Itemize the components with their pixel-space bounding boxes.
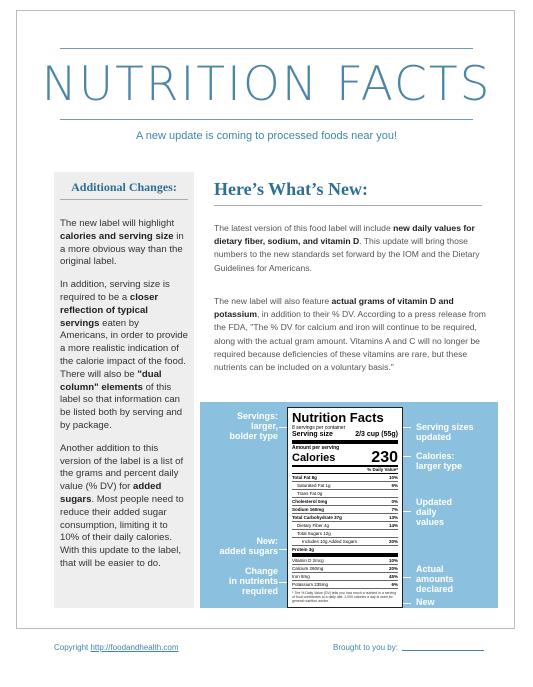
nutrient-row bbox=[292, 565, 398, 573]
nutrient-name: Saturated Fat 1g bbox=[297, 483, 331, 488]
annotation-footnote bbox=[416, 597, 496, 617]
label-title: Nutrition Facts bbox=[292, 410, 384, 425]
nutrient-row bbox=[292, 530, 398, 538]
annotation-line: declared bbox=[416, 584, 454, 594]
nutrient-row bbox=[292, 498, 398, 506]
additional-changes-sidebar bbox=[54, 172, 194, 608]
bold-run: closer reflection of typical servings bbox=[60, 291, 159, 329]
page-subtitle: A new update is coming to processed foods near you! bbox=[135, 130, 398, 142]
annotation-line: New: bbox=[256, 536, 278, 546]
annotation-line: bolder type bbox=[229, 431, 278, 441]
calories-label: Calories bbox=[292, 452, 336, 464]
sidebar-paragraph-2 bbox=[60, 279, 188, 433]
nutrient-dv: 5% bbox=[391, 483, 398, 488]
main-heading-rule bbox=[214, 205, 482, 206]
connector-serving-sizes bbox=[403, 427, 411, 428]
label-footnote: * The % Daily Value (DV) tells you how much a nutrient in a serving of food contributes to a daily diet. 2,000 calories a day is used for general nutrition advice. bbox=[292, 591, 397, 603]
sidebar-title: Additional Changes: bbox=[71, 180, 177, 194]
nutrient-row bbox=[292, 538, 398, 546]
annotation-line: amounts bbox=[416, 574, 454, 584]
text-run: Another addition to this version of the label is a list of the grams and percent daily value (% DV) for bbox=[60, 442, 184, 493]
connector-actual-amounts bbox=[403, 577, 411, 578]
connector-calories bbox=[403, 456, 411, 457]
servings-per-container: 8 servings per container bbox=[292, 425, 346, 431]
nutrient-rows bbox=[292, 474, 398, 589]
website-link[interactable]: http://foodandhealth.com bbox=[90, 643, 179, 652]
nutrient-name: Total Sugars 12g bbox=[297, 531, 331, 536]
connector-added-sugars bbox=[279, 549, 287, 550]
nutrient-name: Sodium 160mg bbox=[292, 507, 325, 512]
text-run: The new label will also feature bbox=[214, 296, 332, 306]
annotation-line: Updated bbox=[416, 497, 452, 507]
annotation-line: larger, bbox=[250, 421, 278, 431]
nutrient-row bbox=[292, 490, 398, 498]
footer-brought-to-you bbox=[333, 643, 484, 652]
nutrient-dv: 45% bbox=[388, 574, 398, 579]
annotation-servings bbox=[212, 411, 278, 441]
nutrient-name: Trans Fat 0g bbox=[297, 491, 323, 496]
annotation-line: in nutrients bbox=[229, 576, 278, 586]
nutrient-dv: 6% bbox=[391, 582, 398, 587]
amount-per-serving: Amount per serving bbox=[292, 445, 340, 451]
annotation-line: values bbox=[416, 517, 445, 527]
annotation-line: required bbox=[241, 586, 278, 596]
sidebar-paragraph-1 bbox=[60, 218, 188, 269]
nutrient-name: Total Fat 8g bbox=[292, 475, 317, 480]
serving-size-row bbox=[292, 431, 398, 444]
calories-row bbox=[292, 451, 398, 467]
connector-daily-values bbox=[403, 511, 411, 512]
annotation-line: Calories: bbox=[416, 451, 455, 461]
nutrient-dv: 7% bbox=[391, 507, 398, 512]
nutrient-name: Dietary Fiber 4g bbox=[297, 523, 330, 528]
annotation-line: footnote bbox=[416, 607, 452, 617]
bold-run: new daily values for dietary fiber, sodium, and vitamin D bbox=[214, 223, 475, 247]
annotation-added-sugars bbox=[206, 536, 278, 556]
nutrient-name: Cholesterol 0mg bbox=[292, 499, 328, 504]
annotation-line: updated bbox=[416, 432, 451, 442]
sidebar-paragraph-3 bbox=[60, 443, 188, 571]
bold-run: "dual column" elements bbox=[60, 368, 162, 393]
annotation-actual-amounts bbox=[416, 564, 496, 594]
nutrient-row bbox=[292, 546, 398, 557]
text-run: The new label will highlight bbox=[60, 218, 175, 229]
nutrition-facts-label bbox=[287, 407, 403, 608]
copyright-text: Copyright bbox=[54, 643, 91, 652]
nutrient-name: Potassium 235mg bbox=[292, 582, 329, 587]
annotation-line: larger type bbox=[416, 461, 463, 471]
connector-change-nutrients bbox=[279, 582, 287, 583]
nutrient-dv: 10% bbox=[388, 475, 398, 480]
nutrient-dv: 20% bbox=[388, 566, 398, 571]
nutrient-row bbox=[292, 557, 398, 565]
title-bottom-rule bbox=[60, 119, 473, 120]
nutrient-row bbox=[292, 522, 398, 530]
nutrient-name: Iron 8mg bbox=[292, 574, 310, 579]
nutrient-name: Total Carbohydrate 37g bbox=[292, 515, 342, 520]
nutrient-row bbox=[292, 573, 398, 581]
annotation-line: Serving sizes bbox=[416, 422, 474, 432]
serving-size-label: Serving size bbox=[292, 431, 333, 438]
nutrient-name: Includes 10g Added Sugars bbox=[302, 539, 358, 544]
text-run: eaten by Americans, in order to provide a more realistic indication of the calorie impact of the food. There will also be bbox=[60, 317, 188, 380]
annotation-calories bbox=[416, 451, 496, 471]
nutrient-name: Vitamin D 2mcg bbox=[292, 558, 324, 563]
main-paragraph-1 bbox=[214, 222, 488, 275]
main-heading: Here’s What’s New: bbox=[214, 179, 368, 199]
annotation-line: Actual bbox=[416, 564, 444, 574]
nutrient-dv: 14% bbox=[388, 523, 398, 528]
text-run: of this label so that information can be listed both by serving and by package. bbox=[60, 381, 183, 431]
nutrient-dv: 10% bbox=[388, 558, 398, 563]
bold-run: actual grams of vitamin D and potassium bbox=[214, 296, 454, 320]
page-title: NUTRITION FACTS bbox=[41, 57, 492, 112]
title-top-rule bbox=[60, 48, 473, 49]
annotation-line: added sugars bbox=[219, 546, 278, 556]
bold-run: calories and serving size bbox=[60, 230, 174, 242]
annotation-change-nutrients bbox=[206, 566, 278, 596]
daily-value-header: % Daily Value* bbox=[292, 467, 398, 474]
nutrient-row bbox=[292, 581, 398, 589]
sidebar-text bbox=[60, 218, 188, 581]
text-run: . This update will bring those numbers to the new standards set forward by the IOM and the Dietary Guidelines for Americans. bbox=[214, 236, 480, 273]
text-run: in a more obvious way than the original label. bbox=[60, 230, 184, 268]
nutrient-dv: 0% bbox=[391, 499, 398, 504]
connector-servings bbox=[279, 427, 287, 428]
annotation-daily-values bbox=[416, 497, 496, 527]
nutrient-row bbox=[292, 506, 398, 514]
nutrient-row bbox=[292, 514, 398, 522]
text-run: , in addition to their % DV. According to a press release from the FDA, "The % DV for calcium and iron will continue to be required, along with the actual gram amount. Vitamins A and C will no longer be required because deficiencies of these vitamins are rare, but these nutrients can be included on a voluntary basis." bbox=[214, 309, 486, 373]
annotation-serving-sizes bbox=[416, 422, 496, 442]
nutrient-row bbox=[292, 482, 398, 490]
nutrient-name: Calcium 260mg bbox=[292, 566, 324, 571]
nutrient-dv: 13% bbox=[388, 515, 398, 520]
bold-run: added sugars bbox=[60, 481, 162, 505]
nutrient-dv: 20% bbox=[388, 539, 398, 544]
serving-size-value: 2/3 cup (55g) bbox=[355, 431, 398, 438]
annotation-line: New bbox=[416, 597, 435, 607]
brought-to-you-label: Brought to you by: bbox=[333, 643, 398, 652]
nutrient-name: Protein 3g bbox=[292, 547, 315, 552]
text-run: The latest version of this food label will include bbox=[214, 223, 394, 233]
connector-footnote bbox=[403, 603, 411, 604]
annotation-line: Change bbox=[244, 566, 278, 576]
calories-value: 230 bbox=[371, 449, 398, 466]
nutrient-row bbox=[292, 474, 398, 482]
footer-copyright bbox=[54, 643, 179, 652]
sponsor-blank-line bbox=[402, 650, 484, 651]
text-run: In addition, serving size is required to be a bbox=[60, 279, 170, 303]
text-run: . Most people need to reduce their added sugar consumption, limiting it to 10% of their daily calories. With this update to the label, that will be easier to do. bbox=[60, 493, 184, 569]
sidebar-rule bbox=[60, 199, 188, 200]
main-paragraph-2 bbox=[214, 295, 488, 374]
annotation-line: Servings: bbox=[236, 411, 278, 421]
annotation-line: daily bbox=[416, 507, 437, 517]
